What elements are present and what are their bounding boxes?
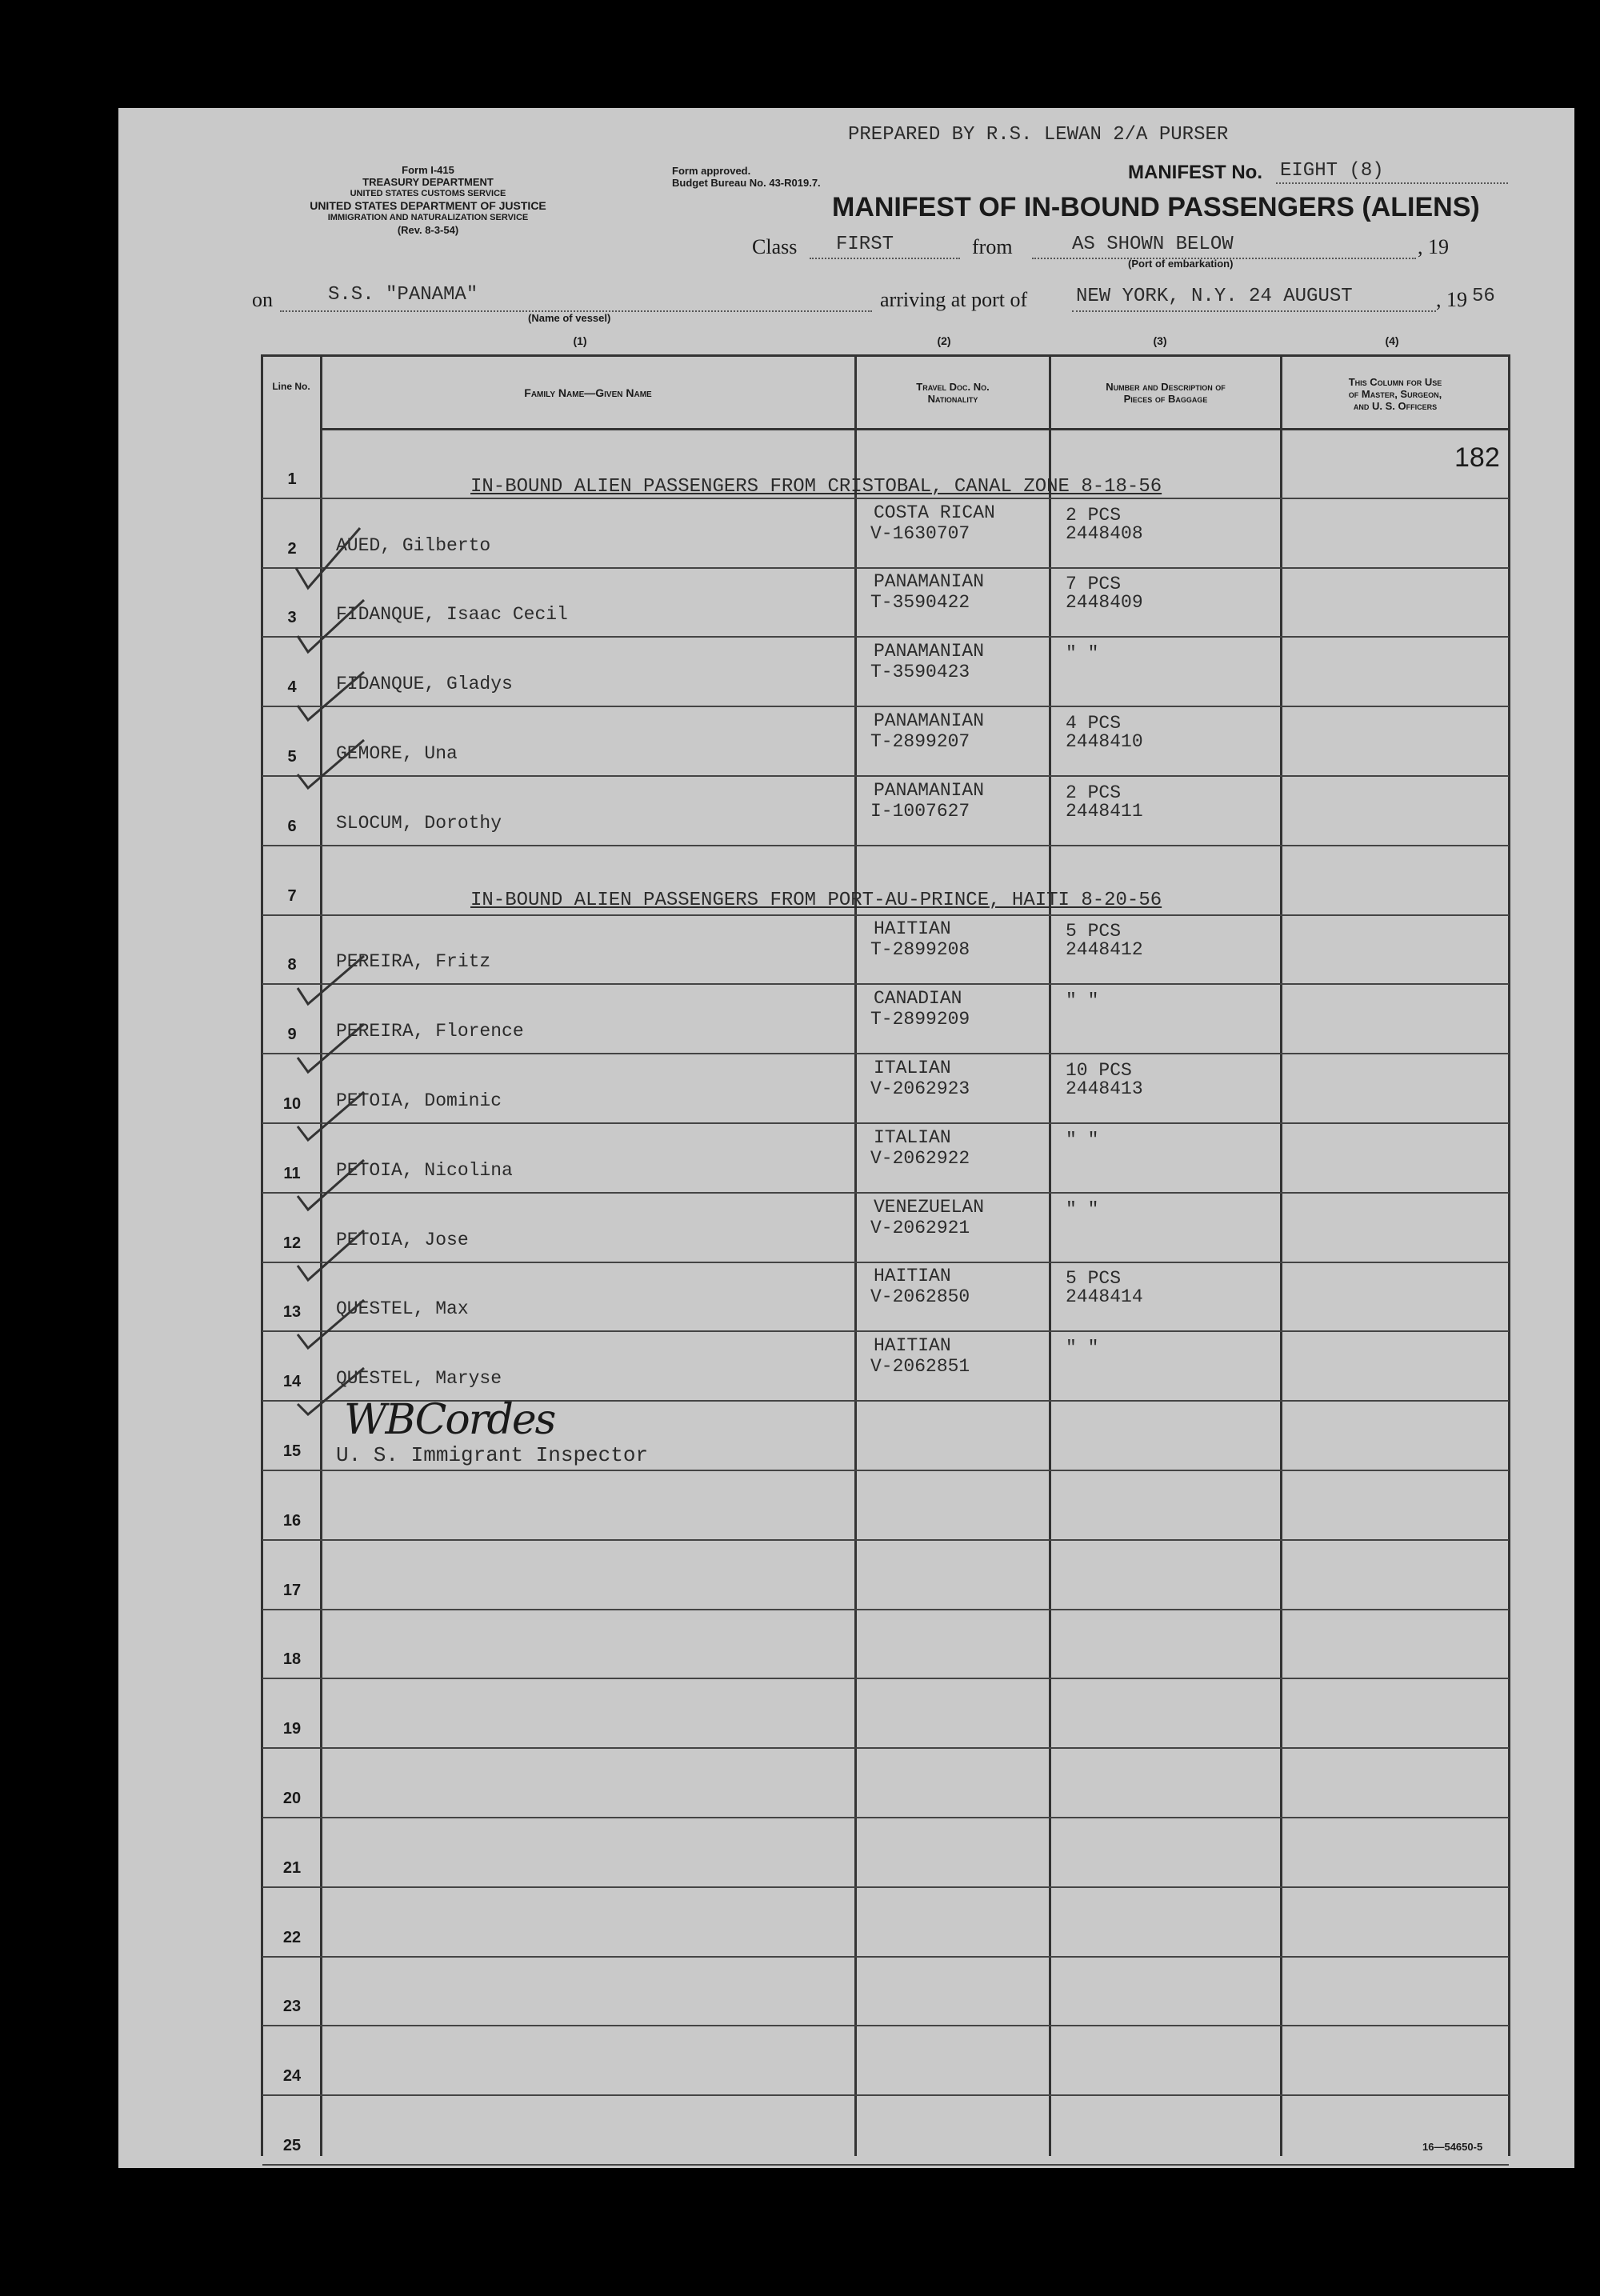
col-header-travel-doc: Travel Doc. No. bbox=[916, 381, 990, 393]
row-line-number: 18 bbox=[282, 1650, 302, 1668]
passenger-nationality: PANAMANIAN bbox=[874, 780, 985, 801]
year-value-2: 56 bbox=[1472, 286, 1495, 307]
table-row-rule bbox=[262, 1817, 1509, 1818]
col-header-travel bbox=[857, 381, 1049, 405]
col-header-name: Family Name—Given Name bbox=[524, 386, 652, 399]
table-row-rule bbox=[262, 914, 1509, 916]
from-value: AS SHOWN BELOW bbox=[1072, 234, 1234, 255]
vessel-caption: (Name of vessel) bbox=[528, 312, 611, 324]
check-mark-icon bbox=[298, 1160, 364, 1210]
passenger-name: PETOIA, Jose bbox=[336, 1230, 469, 1250]
manifest-no-underline bbox=[1276, 182, 1508, 184]
passenger-nationality: VENEZUELAN bbox=[874, 1197, 985, 1218]
inspector-signature: WBCordes bbox=[344, 1396, 555, 1444]
passenger-nationality: HAITIAN bbox=[874, 918, 951, 939]
passenger-name: PEREIRA, Fritz bbox=[336, 951, 491, 972]
check-mark-icon bbox=[298, 740, 364, 788]
row-line-number: 15 bbox=[282, 1442, 302, 1460]
passenger-name: PETOIA, Nicolina bbox=[336, 1160, 513, 1181]
table-row-rule bbox=[262, 498, 1509, 499]
travel-doc-number: T-2899208 bbox=[870, 939, 970, 960]
form-approval bbox=[672, 165, 821, 189]
table-row-rule bbox=[262, 1539, 1509, 1541]
justice-dept: UNITED STATES DEPARTMENT OF JUSTICE bbox=[310, 199, 546, 212]
passenger-name: PEREIRA, Florence bbox=[336, 1021, 524, 1042]
travel-doc-number: T-2899209 bbox=[870, 1009, 970, 1030]
baggage-count: 2 PCS bbox=[1066, 782, 1122, 803]
baggage-tag-number: 2448408 bbox=[1066, 523, 1143, 544]
travel-doc-number: V-2062921 bbox=[870, 1218, 970, 1238]
row-line-number: 17 bbox=[282, 1582, 302, 1599]
class-underline bbox=[810, 258, 960, 259]
row-line-number: 10 bbox=[282, 1095, 302, 1113]
table-row-rule bbox=[262, 1678, 1509, 1679]
check-marks bbox=[288, 520, 384, 1416]
baggage-tag-number: 2448414 bbox=[1066, 1286, 1143, 1307]
baggage-count: " " bbox=[1066, 990, 1099, 1011]
row-line-number: 19 bbox=[282, 1720, 302, 1738]
passenger-name: PETOIA, Dominic bbox=[336, 1090, 502, 1111]
form-approved: Form approved. bbox=[672, 165, 751, 177]
form-header-left bbox=[252, 164, 604, 236]
on-label: on bbox=[252, 288, 273, 311]
table-row-rule bbox=[262, 1330, 1509, 1332]
row-line-number: 4 bbox=[287, 678, 297, 696]
table-row-rule bbox=[262, 983, 1509, 985]
travel-doc-number: T-3590423 bbox=[870, 662, 970, 682]
col-number-2: (2) bbox=[937, 334, 951, 347]
table-row-rule bbox=[262, 567, 1509, 569]
arriving-underline bbox=[1072, 310, 1436, 312]
inspector-title: U. S. Immigrant Inspector bbox=[336, 1443, 649, 1467]
table-row-rule bbox=[262, 1192, 1509, 1194]
row-line-number: 14 bbox=[282, 1373, 302, 1390]
check-mark-icon bbox=[298, 956, 364, 1004]
section-heading-port-au-prince: IN-BOUND ALIEN PASSENGERS FROM PORT-AU-PRINCE, HAITI 8-20-56 bbox=[470, 890, 1162, 911]
row-line-number: 20 bbox=[282, 1790, 302, 1807]
passenger-nationality: HAITIAN bbox=[874, 1335, 951, 1356]
check-mark-icon bbox=[298, 1092, 364, 1140]
vessel-value: S.S. "PANAMA" bbox=[328, 284, 478, 306]
passenger-nationality: PANAMANIAN bbox=[874, 571, 985, 592]
passenger-name: AUED, Gilberto bbox=[336, 535, 491, 556]
manifest-title: MANIFEST OF IN-BOUND PASSENGERS (ALIENS) bbox=[832, 192, 1480, 222]
table-top-border bbox=[261, 354, 1510, 357]
check-mark-icon bbox=[298, 672, 364, 720]
from-label: from bbox=[972, 235, 1013, 258]
table-row-rule bbox=[262, 1262, 1509, 1263]
row-line-number: 6 bbox=[287, 818, 297, 835]
baggage-tag-number: 2448413 bbox=[1066, 1078, 1143, 1099]
form-number: Form I-415 bbox=[402, 164, 454, 176]
baggage-count: 5 PCS bbox=[1066, 1268, 1122, 1289]
check-mark-icon bbox=[296, 528, 360, 588]
check-mark-icon bbox=[298, 1024, 364, 1072]
col-number-1: (1) bbox=[573, 334, 587, 347]
baggage-tag-number: 2448412 bbox=[1066, 939, 1143, 960]
check-mark-icon bbox=[298, 600, 364, 652]
header-bottom-border bbox=[320, 428, 1510, 430]
table-row-rule bbox=[262, 1470, 1509, 1471]
table-row-rule bbox=[262, 1053, 1509, 1054]
baggage-count: " " bbox=[1066, 1338, 1099, 1358]
baggage-tag-number: 2448409 bbox=[1066, 592, 1143, 613]
travel-doc-number: I-1007627 bbox=[870, 801, 970, 822]
row-line-number: 1 bbox=[287, 470, 297, 488]
col-header-baggage-2: Pieces of Baggage bbox=[1123, 393, 1208, 405]
passenger-name: QUESTEL, Maryse bbox=[336, 1368, 502, 1389]
baggage-count: 5 PCS bbox=[1066, 921, 1122, 942]
row-line-number: 9 bbox=[287, 1026, 297, 1043]
manifest-no-value: EIGHT (8) bbox=[1280, 160, 1384, 182]
baggage-count: " " bbox=[1066, 1199, 1099, 1220]
row-line-number: 16 bbox=[282, 1512, 302, 1530]
col-number-3: (3) bbox=[1153, 334, 1167, 347]
passenger-nationality: ITALIAN bbox=[874, 1058, 951, 1078]
manifest-no-label: MANIFEST No. bbox=[1128, 162, 1262, 183]
form-code: 16—54650-5 bbox=[1422, 2141, 1483, 2153]
travel-doc-number: V-2062850 bbox=[870, 1286, 970, 1307]
baggage-count: " " bbox=[1066, 643, 1099, 664]
table-row-rule bbox=[262, 2025, 1509, 2026]
revision: (Rev. 8-3-54) bbox=[397, 224, 459, 236]
table-row-rule bbox=[262, 2164, 1509, 2166]
port-embarkation-caption: (Port of embarkation) bbox=[1128, 258, 1234, 270]
table-row-rule bbox=[262, 775, 1509, 777]
check-mark-icon bbox=[298, 1368, 364, 1414]
passenger-nationality: CANADIAN bbox=[874, 988, 962, 1009]
budget-bureau: Budget Bureau No. 43-R019.7. bbox=[672, 177, 821, 189]
table-row-rule bbox=[262, 845, 1509, 846]
travel-doc-number: T-2899207 bbox=[870, 731, 970, 752]
baggage-count: " " bbox=[1066, 1130, 1099, 1150]
row-line-number: 12 bbox=[282, 1234, 302, 1252]
col-header-nationality: Nationality bbox=[927, 393, 978, 405]
passenger-name: FIDANQUE, Isaac Cecil bbox=[336, 604, 568, 625]
row-line-number: 22 bbox=[282, 1929, 302, 1946]
row-line-number: 13 bbox=[282, 1303, 302, 1321]
travel-doc-number: V-2062851 bbox=[870, 1356, 970, 1377]
prepared-by: PREPARED BY R.S. LEWAN 2/A PURSER bbox=[848, 124, 1229, 146]
stamp-number: 182 bbox=[1454, 442, 1500, 473]
passenger-nationality: PANAMANIAN bbox=[874, 641, 985, 662]
table-row-rule bbox=[262, 1886, 1509, 1888]
passenger-name: SLOCUM, Dorothy bbox=[336, 813, 502, 834]
col-number-4: (4) bbox=[1385, 334, 1399, 347]
section-heading-cristobal: IN-BOUND ALIEN PASSENGERS FROM CRISTOBAL, CANAL ZONE 8-18-56 bbox=[470, 476, 1162, 498]
class-label: Class bbox=[752, 235, 798, 258]
col-header-line-no: Line No. bbox=[272, 381, 310, 392]
ins-service: IMMIGRATION AND NATURALIZATION SERVICE bbox=[327, 213, 529, 222]
passenger-name: QUESTEL, Max bbox=[336, 1298, 469, 1319]
check-mark-icon bbox=[298, 1300, 364, 1348]
treasury-dept: TREASURY DEPARTMENT bbox=[362, 176, 494, 188]
row-line-number: 23 bbox=[282, 1998, 302, 2015]
row-line-number: 24 bbox=[282, 2067, 302, 2085]
row-line-number: 8 bbox=[287, 956, 297, 974]
passenger-nationality: PANAMANIAN bbox=[874, 710, 985, 731]
passenger-nationality: ITALIAN bbox=[874, 1127, 951, 1148]
row-line-number: 25 bbox=[282, 2137, 302, 2154]
table-row-rule bbox=[262, 706, 1509, 707]
col-header-baggage bbox=[1051, 381, 1280, 405]
row-line-number: 5 bbox=[287, 748, 297, 766]
col-header-officers-3: and U. S. Officers bbox=[1353, 400, 1438, 412]
baggage-count: 7 PCS bbox=[1066, 574, 1122, 594]
travel-doc-number: T-3590422 bbox=[870, 592, 970, 613]
table-row-rule bbox=[262, 1609, 1509, 1610]
baggage-tag-number: 2448410 bbox=[1066, 731, 1143, 752]
table-row-rule bbox=[262, 2094, 1509, 2096]
row-line-number: 21 bbox=[282, 1859, 302, 1877]
passenger-name: FIDANQUE, Gladys bbox=[336, 674, 513, 694]
row-line-number: 3 bbox=[287, 609, 297, 626]
col-header-officers-2: of Master, Surgeon, bbox=[1348, 388, 1442, 400]
arriving-label: arriving at port of bbox=[880, 288, 1028, 311]
check-mark-icon bbox=[298, 1230, 364, 1280]
year-prefix-1: , 19 bbox=[1418, 235, 1449, 258]
passenger-name: GEMORE, Una bbox=[336, 743, 458, 764]
col-header-officers-1: This Column for Use bbox=[1348, 376, 1442, 388]
table-row-rule bbox=[262, 1956, 1509, 1958]
baggage-count: 2 PCS bbox=[1066, 505, 1122, 526]
baggage-count: 10 PCS bbox=[1066, 1060, 1132, 1081]
passenger-nationality: COSTA RICAN bbox=[874, 502, 995, 523]
row-line-number: 11 bbox=[283, 1165, 301, 1182]
passenger-nationality: HAITIAN bbox=[874, 1266, 951, 1286]
class-value: FIRST bbox=[836, 234, 894, 255]
year-prefix-2: , 19 bbox=[1436, 288, 1467, 311]
row-line-number: 2 bbox=[287, 540, 297, 558]
arriving-value: NEW YORK, N.Y. 24 AUGUST bbox=[1076, 286, 1353, 307]
baggage-count: 4 PCS bbox=[1066, 713, 1122, 734]
table-row-rule bbox=[262, 636, 1509, 638]
row-line-number: 7 bbox=[287, 887, 297, 905]
table-row-rule bbox=[262, 1122, 1509, 1124]
travel-doc-number: V-1630707 bbox=[870, 523, 970, 544]
table-row-rule bbox=[262, 1747, 1509, 1749]
travel-doc-number: V-2062922 bbox=[870, 1148, 970, 1169]
customs-service: UNITED STATES CUSTOMS SERVICE bbox=[350, 189, 506, 198]
travel-doc-number: V-2062923 bbox=[870, 1078, 970, 1099]
col-header-officers bbox=[1282, 376, 1508, 412]
col-header-baggage-1: Number and Description of bbox=[1106, 381, 1226, 393]
baggage-tag-number: 2448411 bbox=[1066, 801, 1143, 822]
